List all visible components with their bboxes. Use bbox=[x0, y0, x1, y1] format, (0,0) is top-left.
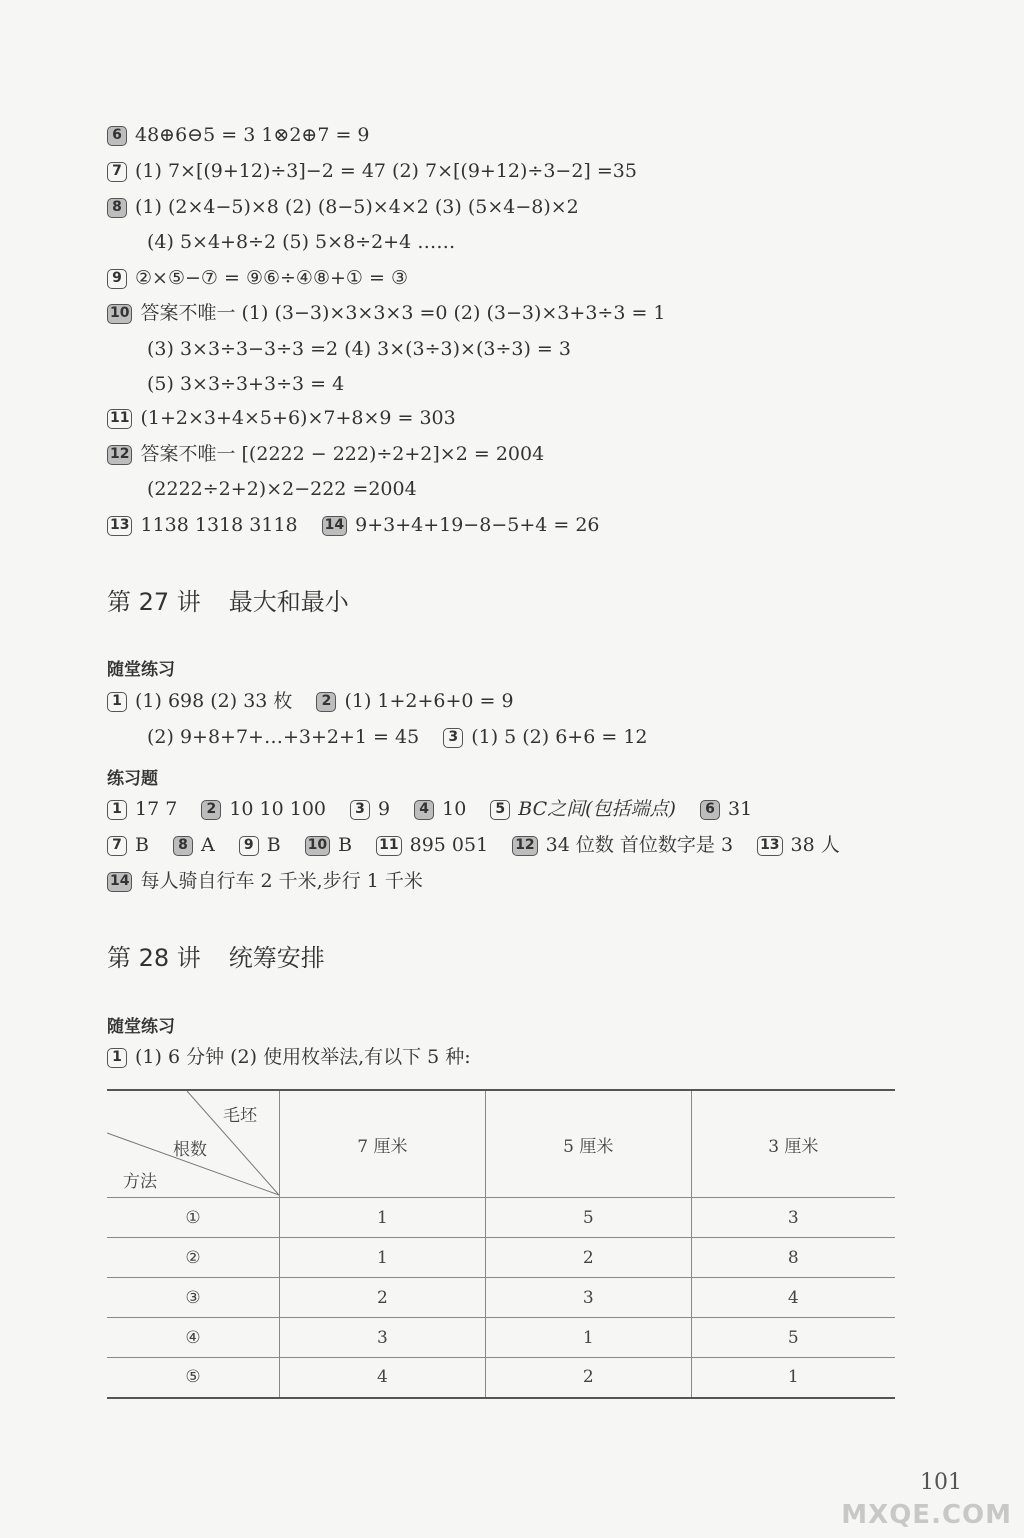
question-badge: 2 bbox=[316, 692, 336, 712]
question-badge: 7 bbox=[107, 162, 127, 182]
answer-9 bbox=[107, 265, 408, 291]
question-badge: 10 bbox=[107, 304, 132, 324]
ex-line-2: 7 B 8 A 9 B 10 B 11 895 051 12 34 位数 首位数字是 3 13 38 人 bbox=[107, 832, 840, 858]
question-badge: 12 bbox=[107, 445, 132, 465]
question-badge: 11 bbox=[107, 409, 132, 429]
answer-text: 答案不唯一 (1) (3−3)×3×3×3 =0 (2) (3−3)×3+3÷3 = 1 bbox=[140, 302, 666, 324]
answer-8 bbox=[107, 194, 579, 220]
question-badge: 14 bbox=[322, 516, 347, 536]
cp28-line-1 bbox=[107, 1044, 471, 1070]
answer-10-continued-2 bbox=[147, 371, 344, 397]
answer-text: (1) (2×4−5)×8 (2) (8−5)×4×2 (3) (5×4−8)×2 bbox=[135, 196, 579, 218]
diagonal-header bbox=[107, 1090, 280, 1198]
table-row: ⑤ 4 2 1 bbox=[107, 1358, 895, 1398]
answer-text: 答案不唯一 [(2222 − 222)÷2+2]×2 = 2004 bbox=[140, 443, 545, 465]
answer-text: (2222÷2+2)×2−222 =2004 bbox=[147, 478, 417, 500]
answer-text: ②×⑤−⑦ = ⑨⑥÷④⑧+① = ③ bbox=[135, 267, 408, 289]
column-header: 5 厘米 bbox=[485, 1090, 691, 1198]
question-badge: 1 bbox=[107, 1048, 127, 1068]
answer-text: (1+2×3+4×5+6)×7+8×9 = 303 bbox=[140, 407, 456, 429]
table-row: ② 1 2 8 bbox=[107, 1238, 895, 1278]
answer-12-continued bbox=[147, 476, 417, 502]
question-badge: 1 bbox=[107, 692, 127, 712]
table-row: ③ 2 3 4 bbox=[107, 1278, 895, 1318]
table-row: ① 1 5 3 bbox=[107, 1198, 895, 1238]
answer-6 bbox=[107, 122, 370, 148]
ex-line-3: 14 每人骑自行车 2 千米,步行 1 千米 bbox=[107, 868, 423, 894]
answer-text: (1) 5 (2) 6+6 = 12 bbox=[471, 726, 648, 748]
answer-10-continued bbox=[147, 336, 571, 362]
answer-text: 1138 1318 3118 bbox=[140, 514, 298, 536]
cp-line-2 bbox=[147, 724, 648, 750]
answer-text: (3) 3×3÷3−3÷3 =2 (4) 3×(3÷3)×(3÷3) = 3 bbox=[147, 338, 571, 360]
answer-text: 9+3+4+19−8−5+4 = 26 bbox=[355, 514, 600, 536]
subheading-class-practice: 随堂练习 bbox=[107, 1017, 175, 1037]
answer-text: (2) 9+8+7+…+3+2+1 = 45 bbox=[147, 726, 420, 748]
answer-11 bbox=[107, 405, 456, 431]
page-number: 101 bbox=[920, 1470, 962, 1495]
answer-text: (1) 7×[(9+12)÷3]−2 = 47 (2) 7×[(9+12)÷3−2] =35 bbox=[135, 160, 637, 182]
answer-10 bbox=[107, 300, 666, 326]
lecture-name: 最大和最小 bbox=[228, 588, 349, 616]
corner-label-top: 毛坯 bbox=[223, 1106, 257, 1126]
column-header: 7 厘米 bbox=[280, 1090, 486, 1198]
lecture-name: 统筹安排 bbox=[228, 944, 325, 972]
cp-line-1 bbox=[107, 688, 514, 714]
enumeration-table bbox=[107, 1089, 895, 1399]
ex-line-1: 1 17 7 2 10 10 100 3 9 4 10 5 BC之间(包括端点) 6 31 bbox=[107, 796, 752, 822]
answer-text: 48⊕6⊖5 = 3 1⊗2⊕7 = 9 bbox=[135, 124, 370, 146]
answer-12 bbox=[107, 441, 544, 467]
answer-8-continued bbox=[147, 229, 455, 255]
answer-text: (4) 5×4+8÷2 (5) 5×8÷2+4 …… bbox=[147, 231, 456, 253]
answer-text: (1) 6 分钟 (2) 使用枚举法,有以下 5 种: bbox=[135, 1046, 471, 1068]
column-header: 3 厘米 bbox=[691, 1090, 895, 1198]
question-badge: 13 bbox=[107, 516, 132, 536]
answer-text: (1) 698 (2) 33 枚 bbox=[135, 690, 293, 712]
lecture-number: 第 27 讲 bbox=[107, 588, 201, 616]
question-badge: 8 bbox=[107, 198, 127, 218]
answer-text: (5) 3×3÷3+3÷3 = 4 bbox=[147, 373, 345, 395]
section-title-28 bbox=[107, 938, 325, 973]
lecture-number: 第 28 讲 bbox=[107, 944, 201, 972]
question-badge: 6 bbox=[107, 126, 127, 146]
question-badge: 3 bbox=[443, 728, 463, 748]
table-row: ④ 3 1 5 bbox=[107, 1318, 895, 1358]
answer-13-14 bbox=[107, 512, 600, 538]
corner-label-mid: 根数 bbox=[173, 1140, 207, 1160]
section-title-27 bbox=[107, 582, 349, 617]
corner-label-bottom: 方法 bbox=[123, 1172, 157, 1192]
answer-text: (1) 1+2+6+0 = 9 bbox=[344, 690, 514, 712]
subheading-exercises: 练习题 bbox=[107, 769, 158, 789]
question-badge: 9 bbox=[107, 269, 127, 289]
watermark: MXQE.COM bbox=[841, 1500, 1012, 1530]
answer-7 bbox=[107, 158, 637, 184]
subheading-class-practice: 随堂练习 bbox=[107, 660, 175, 680]
